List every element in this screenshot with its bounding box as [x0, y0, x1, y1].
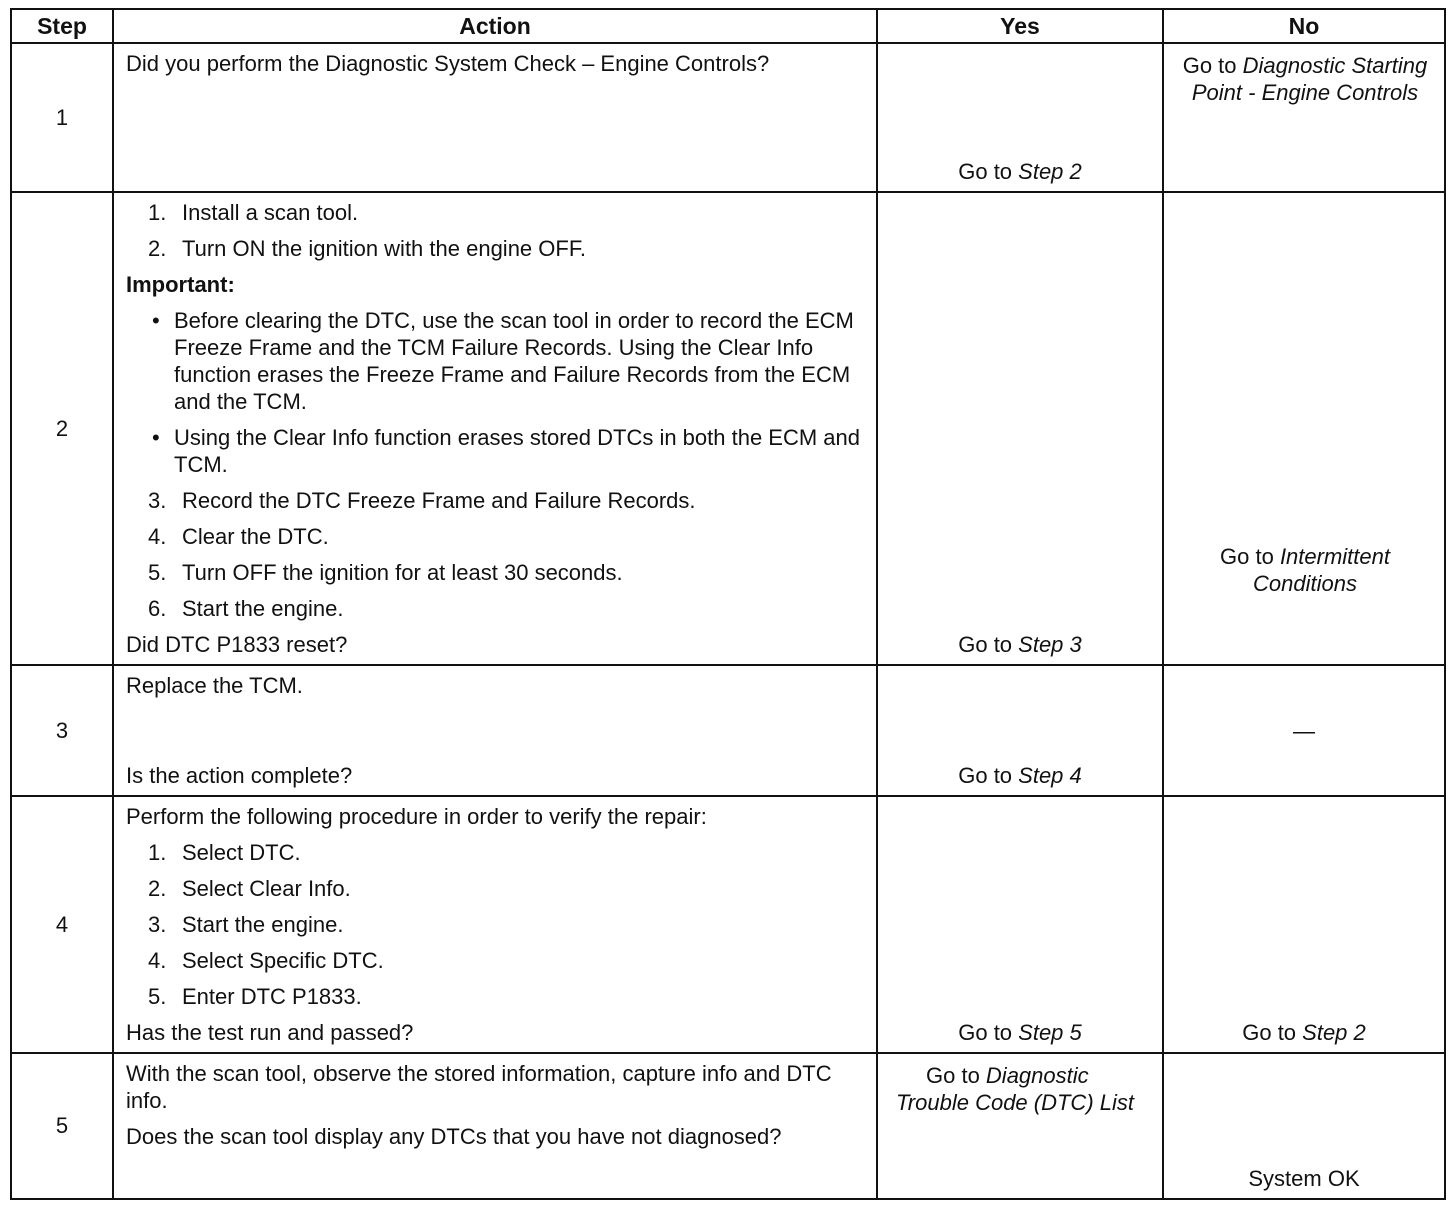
- list-item: 5. Turn OFF the ignition for at least 30 seconds.: [148, 560, 623, 585]
- no-cell: [1163, 1053, 1445, 1199]
- list-item: 1. Select DTC.: [148, 840, 301, 865]
- action-cell: [113, 192, 877, 665]
- bullet-item: • Before clearing the DTC, use the scan tool in order to record the ECM Freeze Frame and the TCM Failure Records. Using the Clear Info function erases the Freeze Frame and Failure Records from the ECM and the TCM.: [152, 308, 854, 414]
- yes-link[interactable]: Step 2: [1018, 159, 1082, 184]
- no-link[interactable]: Diagnostic Starting Point - Engine Controls: [1191, 53, 1428, 105]
- action-cell: [113, 1053, 877, 1199]
- table-row: [11, 1053, 1445, 1199]
- table-row: [11, 43, 1445, 192]
- yes-link[interactable]: Step 3: [1018, 632, 1082, 657]
- list-item: 2. Turn ON the ignition with the engine OFF.: [148, 236, 586, 261]
- table-row: [11, 665, 1445, 796]
- step-number: 5: [11, 1053, 113, 1199]
- list-item: 1. Install a scan tool.: [148, 200, 359, 225]
- yes-prefix: Go to: [926, 1063, 986, 1088]
- step-number: 1: [11, 43, 113, 192]
- action-cell: [113, 43, 877, 192]
- no-cell: [1163, 192, 1445, 665]
- list-item: 2. Select Clear Info.: [148, 876, 351, 901]
- no-cell: [1163, 665, 1445, 796]
- no-prefix: Go to: [1242, 1020, 1303, 1045]
- yes-cell: [877, 43, 1163, 192]
- yes-prefix: Go to: [958, 632, 1019, 657]
- yes-cell: [877, 192, 1163, 665]
- table-row: [11, 192, 1445, 665]
- no-prefix: Go to: [1182, 53, 1243, 78]
- yes-prefix: Go to: [958, 1020, 1019, 1045]
- list-item: 6. Start the engine.: [148, 596, 344, 621]
- action-cell: [113, 665, 877, 796]
- list-item: 4. Select Specific DTC.: [148, 948, 384, 973]
- table-row: [11, 796, 1445, 1053]
- yes-cell: [877, 1053, 1163, 1199]
- header-action: Action: [113, 9, 877, 43]
- no-cell: [1163, 796, 1445, 1053]
- header-yes: Yes: [877, 9, 1163, 43]
- list-item: 5. Enter DTC P1833.: [148, 984, 362, 1009]
- no-link[interactable]: Intermittent Conditions: [1253, 544, 1390, 596]
- header-step: Step: [11, 9, 113, 43]
- yes-link[interactable]: Step 5: [1018, 1020, 1082, 1045]
- question-text: Did you perform the Diagnostic System Check – Engine Controls?: [126, 51, 770, 76]
- step-number: 3: [11, 665, 113, 796]
- no-cell: [1163, 43, 1445, 192]
- question-text: Has the test run and passed?: [126, 1020, 414, 1045]
- yes-link[interactable]: Step 4: [1018, 763, 1082, 788]
- header-no: No: [1163, 9, 1445, 43]
- no-prefix: Go to: [1220, 544, 1280, 569]
- step-number: 4: [11, 796, 113, 1053]
- action-cell: [113, 796, 877, 1053]
- diagnostic-table: [10, 8, 1446, 1200]
- intro-text: Perform the following procedure in order to verify the repair:: [126, 804, 707, 829]
- yes-prefix: Go to: [958, 763, 1019, 788]
- instruction-text: Replace the TCM.: [126, 673, 303, 698]
- instruction-text: With the scan tool, observe the stored information, capture info and DTC info.: [126, 1061, 832, 1113]
- bullet-item: • Using the Clear Info function erases stored DTCs in both the ECM and TCM.: [152, 425, 861, 477]
- step-number: 2: [11, 192, 113, 665]
- yes-prefix: Go to: [958, 159, 1019, 184]
- important-label: Important:: [126, 272, 235, 297]
- header-row: [11, 9, 1445, 43]
- yes-cell: [877, 665, 1163, 796]
- question-text: Is the action complete?: [126, 763, 353, 788]
- list-item: 4. Clear the DTC.: [148, 524, 329, 549]
- yes-cell: [877, 796, 1163, 1053]
- question-text: Did DTC P1833 reset?: [126, 632, 348, 657]
- no-text: —: [1293, 718, 1315, 743]
- list-item: 3. Start the engine.: [148, 912, 344, 937]
- no-text: System OK: [1248, 1166, 1360, 1191]
- list-item: 3. Record the DTC Freeze Frame and Failure Records.: [148, 488, 696, 513]
- no-link[interactable]: Step 2: [1302, 1020, 1366, 1045]
- question-text: Does the scan tool display any DTCs that you have not diagnosed?: [126, 1124, 782, 1149]
- yes-link[interactable]: Diagnostic Trouble Code (DTC) List: [896, 1063, 1134, 1115]
